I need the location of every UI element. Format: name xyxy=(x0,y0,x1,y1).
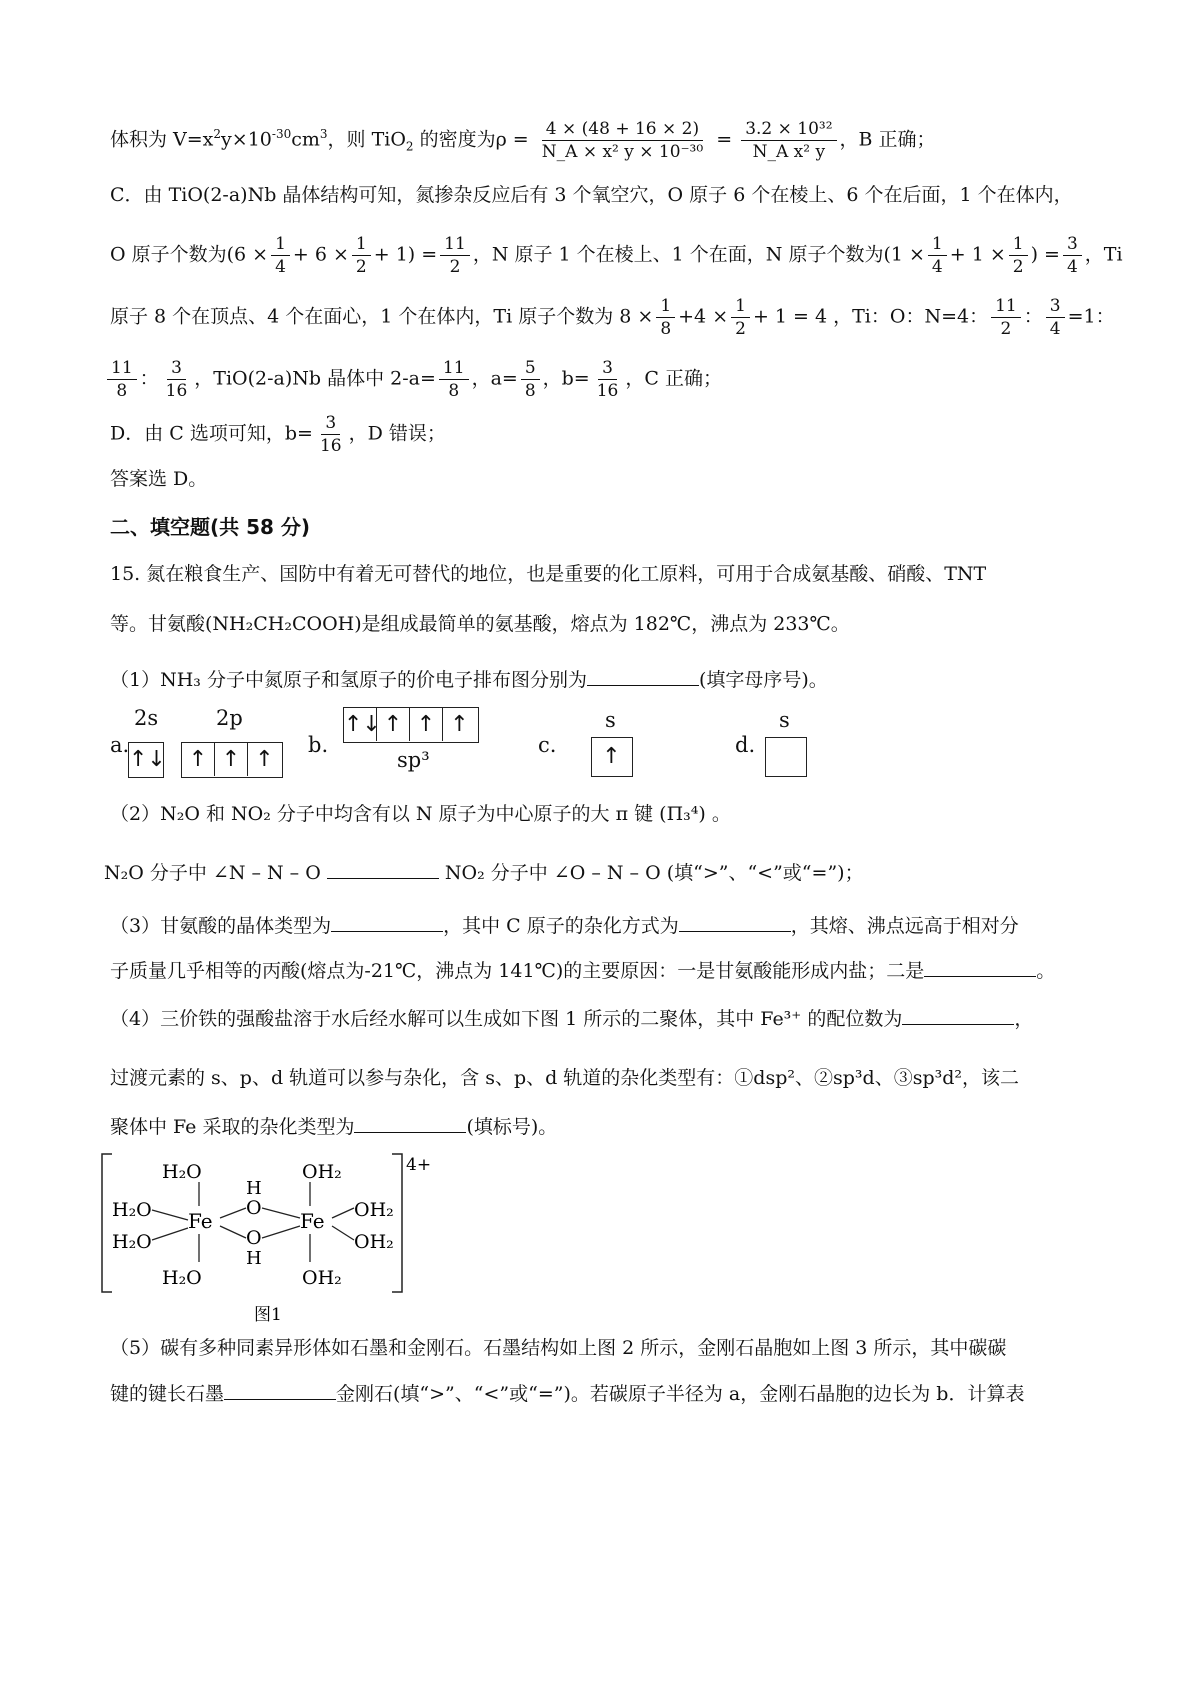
q15-line-1: 15. 氮在粮食生产、国防中有着无可替代的地位，也是重要的化工原料，可用于合成氨基酸、硝酸、TNT xyxy=(110,563,987,585)
density-fraction-2: $\frac{\text{3.2 × 10³²}}{\text{N\_A x² y}}$ xyxy=(741,118,836,163)
text: y×10 xyxy=(221,128,272,151)
fraction: $\frac{3}{16}$ xyxy=(319,413,342,456)
orbital-cell: ↑ xyxy=(182,743,215,776)
orbital-cell: ↑ xyxy=(255,747,274,772)
q5-line-2: 键的键长石墨 金刚石(填“>”、“<”或“=”)。若碳原子半径为 a，金刚石晶胞的边长为 b．计算表 xyxy=(110,1383,1025,1405)
fraction: $\frac{1}{2}$ xyxy=(731,295,750,340)
orbital-box-s-empty xyxy=(765,737,807,777)
orbital-s-label: s xyxy=(779,708,790,732)
q1-line: （1）NH₃ 分子中氮原子和氢原子的价电子排布图分别为 (填字母序号)。 xyxy=(110,669,828,691)
answer-blank[interactable] xyxy=(924,958,1036,977)
c-line-2: O 原子个数为(6 × $\frac{1}{4}$ + 6 × $\frac{1}{2}$ + 1) = $\frac{11}{2}$ ，N 原子 1 个在棱上、1 个在面，N 原子个数为(1 × $\frac{1}{4}$ + 1 × $\frac{1}{2}$ ) = $\frac{3}{4}$ ，Ti xyxy=(110,234,1123,277)
fraction: $\frac{5}{8}$ xyxy=(521,357,540,402)
option-d-label: d. xyxy=(735,733,756,757)
answer-blank[interactable] xyxy=(679,913,791,932)
fraction: $\frac{3}{4}$ xyxy=(1063,233,1082,278)
o-label: O xyxy=(246,1227,262,1249)
q4-line-1: （4）三价铁的强酸盐溶于水后经水解可以生成如下图 1 所示的二聚体，其中 Fe³⁺ 的配位数为 ， xyxy=(110,1008,1034,1030)
sp3-label: sp³ xyxy=(397,748,430,772)
charge-label: 4+ xyxy=(406,1155,432,1175)
answer-blank[interactable] xyxy=(224,1381,336,1400)
o-label: O xyxy=(246,1197,262,1219)
answer-blank[interactable] xyxy=(354,1114,466,1133)
figure-caption: 图1 xyxy=(254,1305,282,1325)
c-line-3: 原子 8 个在顶点、4 个在面心，1 个在体内，Ti 原子个数为 8 × $\frac{1}{8}$ +4 × $\frac{1}{2}$ + 1 = 4 ，Ti：O：N=4： $\frac{11}{2}$ ： $\frac{3}{4}$ =1： xyxy=(110,296,1115,339)
orbital-cell: ↑ xyxy=(410,708,443,741)
text: 的密度为ρ = xyxy=(413,128,529,151)
orbital-s-label: s xyxy=(605,708,616,732)
answer-blank[interactable] xyxy=(327,860,439,879)
fraction: $\frac{1}{2}$ xyxy=(352,233,371,278)
h2o-label: H₂O xyxy=(112,1231,152,1253)
c-line-1: C．由 TiO(2-a)Nb 晶体结构可知，氮掺杂反应后有 3 个氧空穴，O 原子 6 个在棱上、6 个在后面，1 个在体内， xyxy=(110,184,1073,206)
orbital-cell: ↑↓ xyxy=(344,708,377,741)
density-fraction-1: $\frac{4 \times (48 + 16 \times 2)}{\text{N\_A × x² y × 10⁻³⁰}}$ xyxy=(541,119,704,162)
d-line: D．由 C 选项可知，b= $\frac{3}{16}$ ，D 错误； xyxy=(110,413,446,456)
h2o-label: H₂O xyxy=(112,1199,152,1221)
orbital-cell: ↑↓ xyxy=(129,747,166,772)
orbital-box-2p xyxy=(181,742,283,778)
q3-line-1: （3）甘氨酸的晶体类型为 ，其中 C 原子的杂化方式为 ，其熔、沸点远高于相对分 xyxy=(110,915,1019,937)
density-line: 体积为 $V=x^2y\times 10^{-30}cm^3$，则 TiO$_2$ 的密度为ρ = $\frac{4 \times (48 + 16 \times 2)}{\text{N\_A × x² y × 10⁻³⁰}}$ = $\frac{\text{3.2 × 10³²}}{\text{N\_A x² y}}$ ，B 正确； xyxy=(110,119,936,162)
figure-1-fe-dimer xyxy=(96,1148,436,1328)
fraction: $\frac{11}{8}$ xyxy=(107,357,137,402)
q3-line-2: 子质量几乎相等的丙酸(熔点为-21℃，沸点为 141℃)的主要原因：一是甘氨酸能形成内盐；二是 。 xyxy=(110,960,1056,982)
section-heading: 二、填空题(共 58 分) xyxy=(110,515,311,539)
orbital-cell: ↑ xyxy=(602,744,621,769)
answer-blank[interactable] xyxy=(331,913,443,932)
q2-line: （2）N₂O 和 NO₂ 分子中均含有以 N 原子为中心原子的大 π 键 (Π₃⁴) 。 xyxy=(110,803,731,825)
oh2-label: OH₂ xyxy=(302,1267,342,1289)
fraction: $\frac{11}{2}$ xyxy=(991,295,1021,340)
orbital-box-s-filled xyxy=(591,737,633,777)
orbital-cell: ↑ xyxy=(377,708,410,741)
h2o-label: H₂O xyxy=(162,1161,202,1183)
answer-line: 答案选 D。 xyxy=(110,468,208,490)
text: 体积为 V=x xyxy=(110,128,214,151)
orbital-cell: ↑ xyxy=(215,743,248,776)
fraction: $\frac{1}{4}$ xyxy=(928,233,947,278)
q15-line-2: 等。甘氨酸(NH₂CH₂COOH)是组成最简单的氨基酸，熔点为 182℃，沸点为 233℃。 xyxy=(110,613,850,635)
h-label: H xyxy=(246,1178,262,1199)
option-b-label: b. xyxy=(308,733,329,757)
text: cm xyxy=(291,128,320,151)
orbital-cell: ↑ xyxy=(450,712,469,737)
fraction: $\frac{1}{2}$ xyxy=(1009,233,1028,278)
orbital-2s-label: 2s xyxy=(134,706,159,730)
option-c-label: c. xyxy=(538,733,557,757)
answer-blank[interactable] xyxy=(902,1006,1014,1025)
oh2-label: OH₂ xyxy=(302,1161,342,1183)
fraction: $\frac{3}{16}$ xyxy=(596,358,619,401)
orbital-box-sp3 xyxy=(343,707,479,743)
c-line-4: $\frac{11}{8}$ ： $\frac{3}{16}$ ，TiO(2-a)Nb 晶体中 2-a= $\frac{11}{8}$ ，a= $\frac{5}{8}$ ，b= $\frac{3}{16}$ ，C 正确； xyxy=(104,357,722,402)
fe-label: Fe xyxy=(188,1209,213,1233)
fe-label: Fe xyxy=(300,1209,325,1233)
h-label: H xyxy=(246,1248,262,1269)
fraction: $\frac{11}{8}$ xyxy=(439,357,469,402)
q4-line-3: 聚体中 Fe 采取的杂化类型为 (填标号)。 xyxy=(110,1116,558,1138)
orbital-2p-label: 2p xyxy=(216,706,243,730)
text: ，则 TiO xyxy=(327,128,406,151)
fraction: $\frac{1}{4}$ xyxy=(271,233,290,278)
option-a-label: a. xyxy=(110,733,130,757)
fraction: $\frac{3}{16}$ xyxy=(165,358,188,401)
fraction: $\frac{11}{2}$ xyxy=(440,233,470,278)
answer-blank[interactable] xyxy=(587,667,699,686)
q5-line-1: （5）碳有多种同素异形体如石墨和金刚石。石墨结构如上图 2 所示，金刚石晶胞如上图 3 所示，其中碳碳 xyxy=(110,1337,1007,1359)
fraction: $\frac{3}{4}$ xyxy=(1046,295,1065,340)
oh2-label: OH₂ xyxy=(354,1231,394,1253)
fraction: $\frac{1}{8}$ xyxy=(656,295,675,340)
q2-angle-line: N₂O 分子中 ∠N – N – O NO₂ 分子中 ∠O – N – O (填“>”、“<”或“=”)； xyxy=(104,862,864,884)
oh2-label: OH₂ xyxy=(354,1199,394,1221)
q4-line-2: 过渡元素的 s、p、d 轨道可以参与杂化，含 s、p、d 轨道的杂化类型有：①dsp²、②sp³d、③sp³d²，该二 xyxy=(110,1067,1020,1089)
h2o-label: H₂O xyxy=(162,1267,202,1289)
orbital-box-2s xyxy=(128,742,164,778)
